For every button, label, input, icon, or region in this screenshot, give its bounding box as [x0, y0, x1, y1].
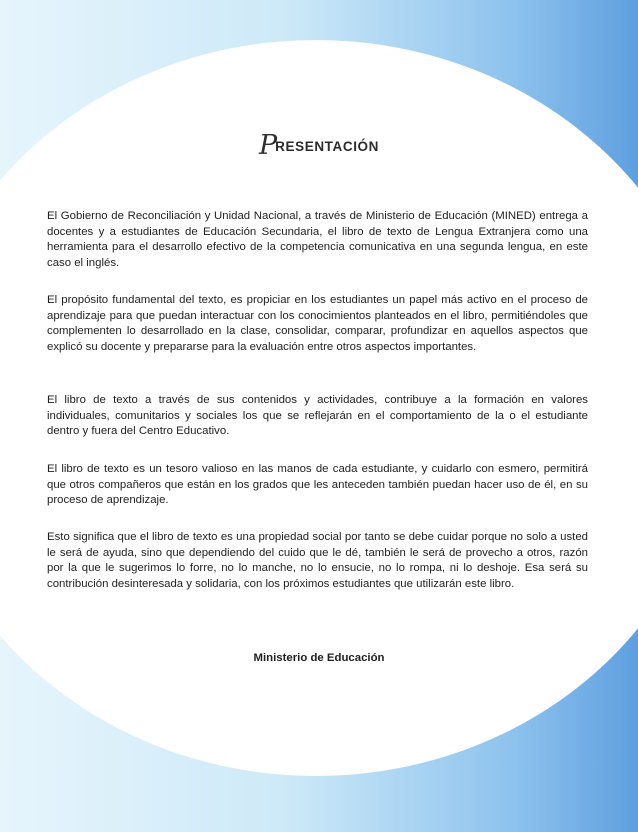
- paragraph-5: Esto significa que el libro de texto es una propiedad social por tanto se debe cuidar porque no solo a usted le será de ayuda, sino que dependiendo del cuido que le dé, también le será de provecho a otros, razón por la que le sugerimos lo forre, no lo manche, no lo ensucie, no lo rompa, ni lo deshoje. Esa será su contribución desinteresada y solidaria, con los próximos estudiantes que utilizarán este libro.: [47, 531, 588, 590]
- title-initial: P: [258, 130, 278, 161]
- title-text: RESENTACIÓN: [275, 139, 380, 154]
- paragraph-1: El Gobierno de Reconciliación y Unidad Nacional, a través de Ministerio de Educación (MINED) entrega a docentes y a estudiantes de Educación Secundaria, el libro de texto de Lengua Extranjera como una herramienta para el desarrollo efectivo de la competencia comunicativa en una segunda lengua, en este caso el inglés.: [47, 210, 588, 269]
- paragraph-3: El libro de texto a través de sus contenidos y actividades, contribuye a la formación en valores individuales, comunitarios y sociales los que se reflejarán en el comportamiento de la o el estudiante dentro y fuera del Centro Educativo.: [47, 394, 588, 438]
- paragraph-4: El libro de texto es un tesoro valioso en las manos de cada estudiante, y cuidarlo con esmero, permitirá que otros compañeros que están en los grados que les anteceden también puedan hacer uso de él, en su proceso de aprendizaje.: [47, 463, 588, 507]
- signature: Ministerio de Educación: [253, 652, 385, 664]
- paragraph-2: El propósito fundamental del texto, es propiciar en los estudiantes un papel más activo en el proceso de aprendizaje para que puedan interactuar con los conocimientos planteados en el libro, permitiéndoles que complementen lo desarrollado en la clase, consolidar, comparar, profundizar en aquellos aspectos que explicó su docente y prepararse para la evaluación entre otros aspectos importantes.: [47, 294, 588, 353]
- page-title: [0, 130, 638, 161]
